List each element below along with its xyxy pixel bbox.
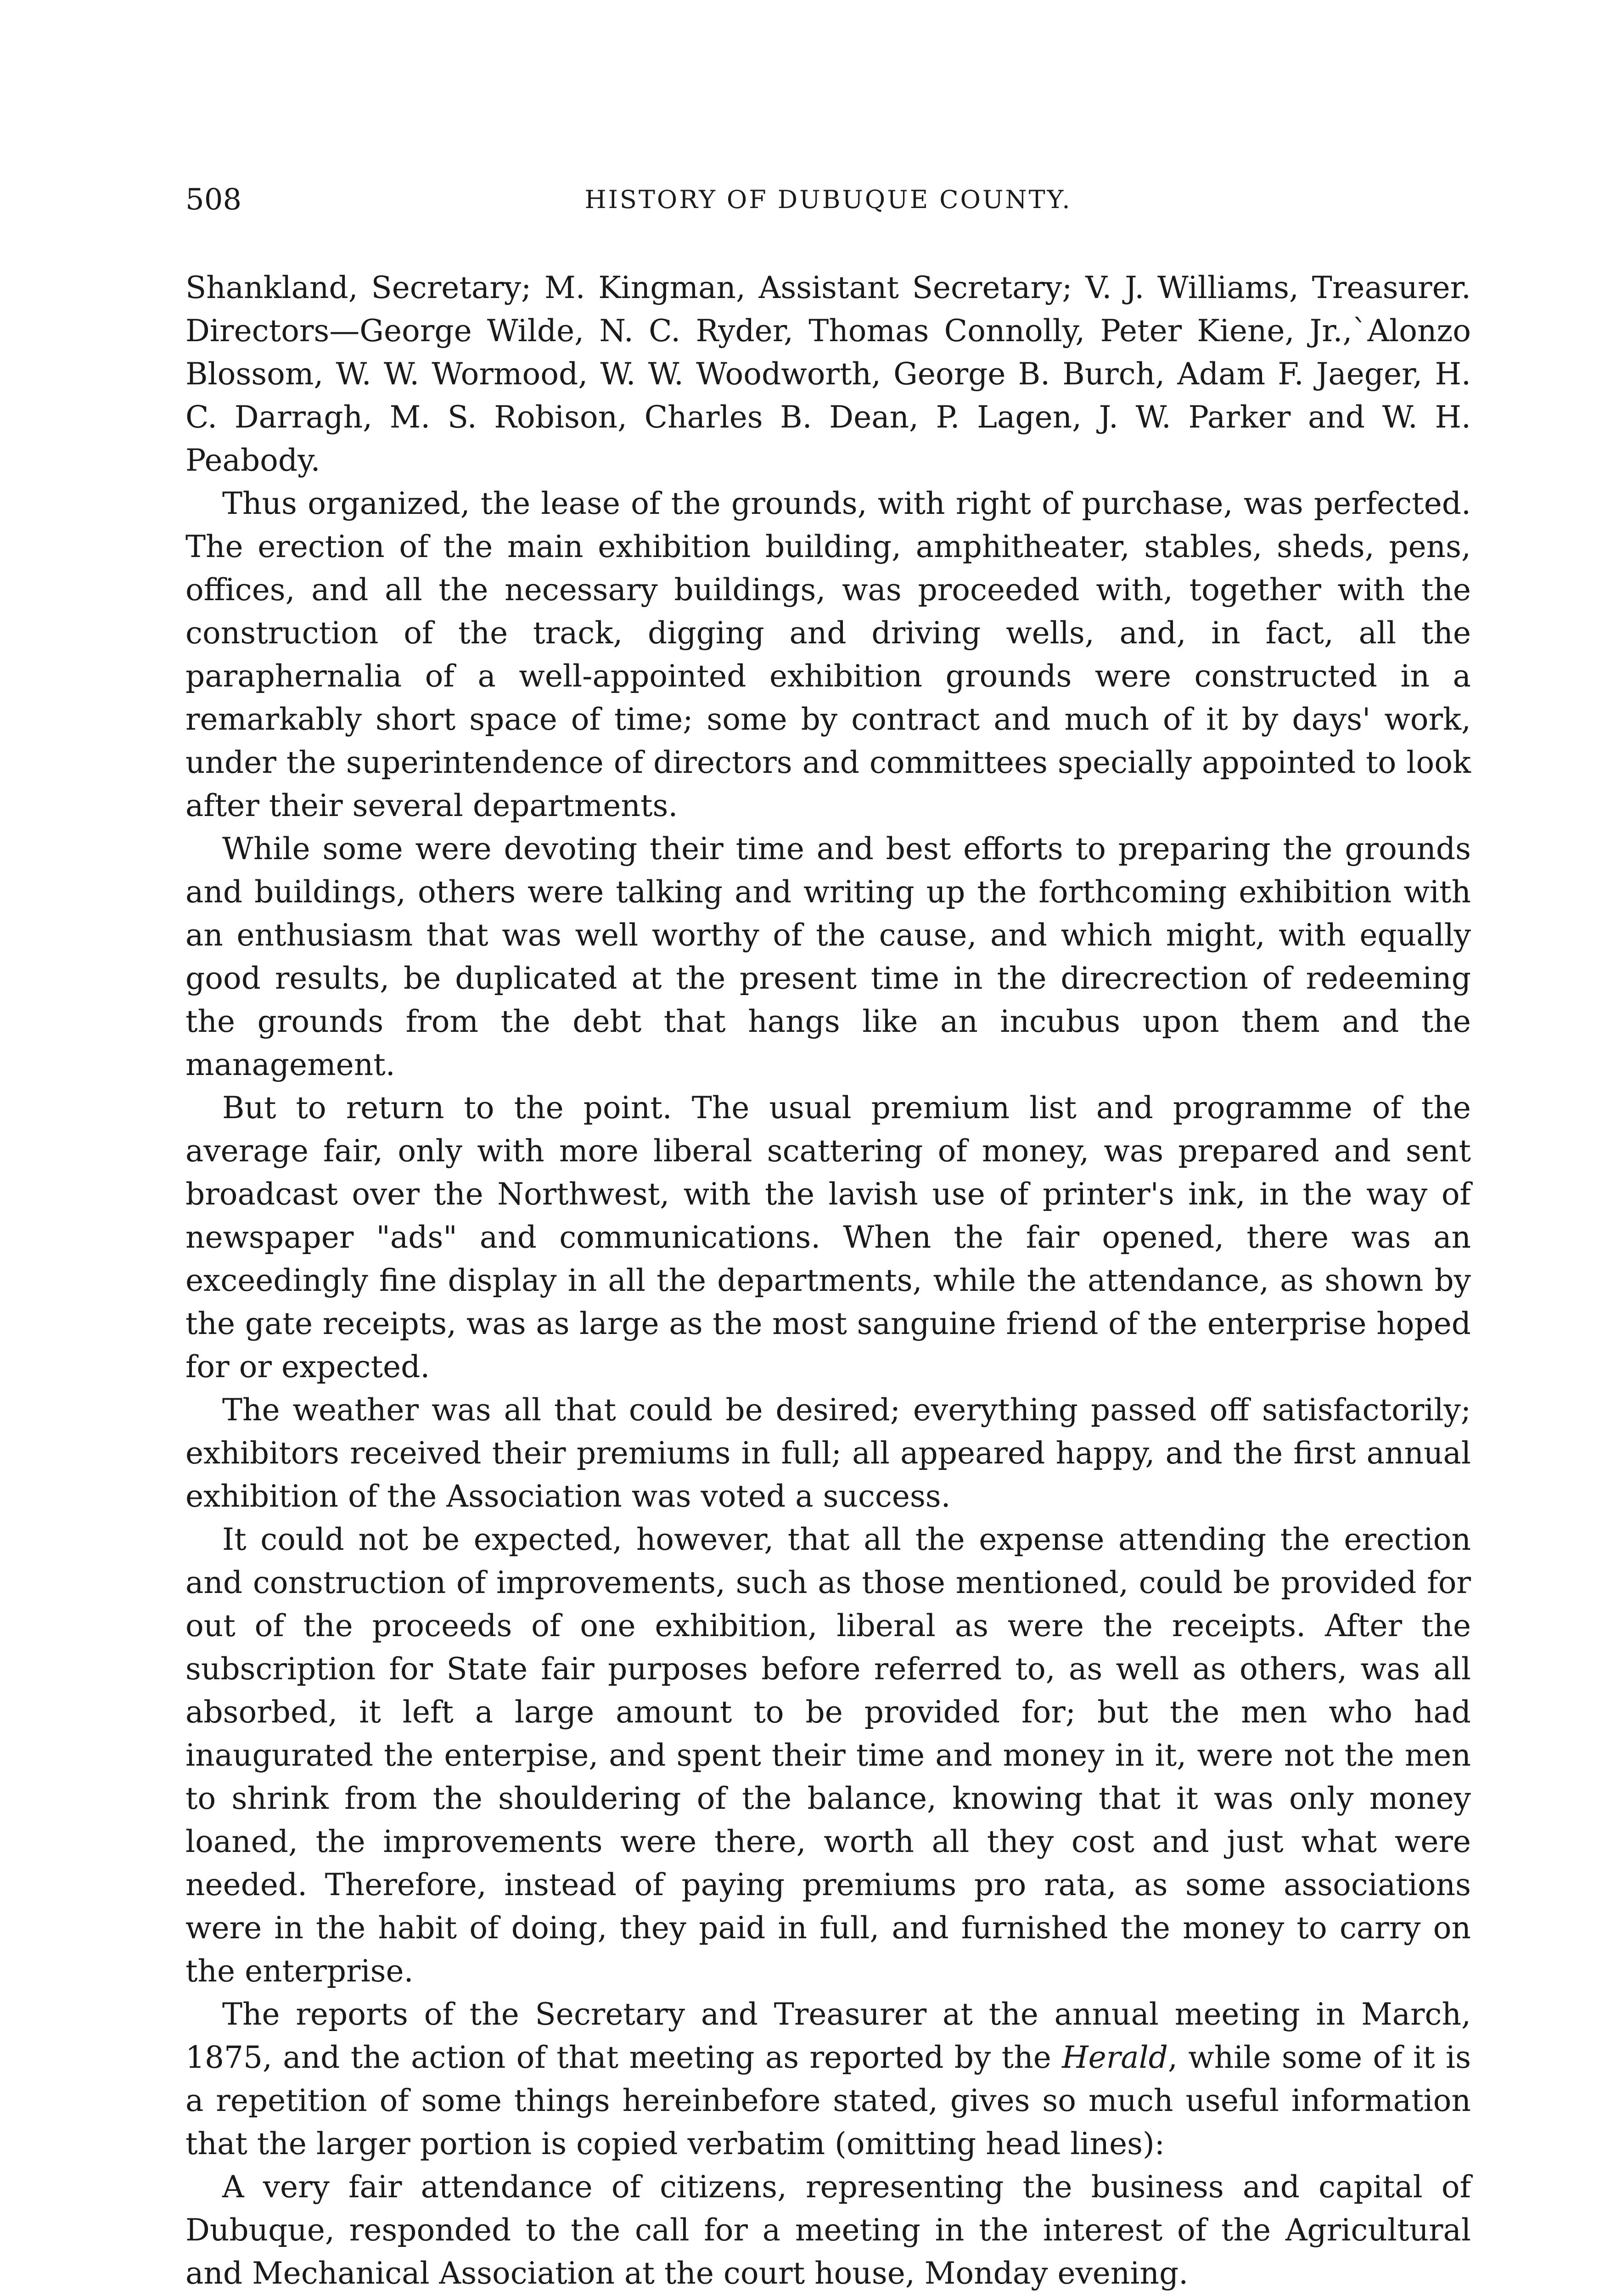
paragraph-preparations: While some were devoting their time and best efforts to preparing the grounds and buildings, others were talking and writing up the forthcoming exhibition with an enthusiasm that was well worthy of the cause, and which might, with equally good results, be duplicated at the present time in the direcrection of redeeming the grounds from the debt that hangs like an incubus upon them and the management. (185, 831, 1471, 1082)
paragraph-directors-list: Shankland, Secretary; M. Kingman, Assistant Secretary; V. J. Williams, Treasurer. Directors—George Wilde, N. C. Ryder, Thomas Connolly, Peter Kiene, Jr.,`Alonzo Blossom, W. W. Wormood, W. W. Woodworth, George B. Burch, Adam F. Jaeger, H. C. Darragh, M. S. Robison, Charles B. Dean, P. Lagen, J. W. Parker and W. H. Peabody. (185, 270, 1471, 478)
paragraph-expenses: It could not be expected, however, that all the expense attending the erection and construction of improvements, such as those mentioned, could be provided for out of the proceeds of one exhibition, liberal as were the receipts. After the subscription for State fair purposes before referred to, as well as others, was all absorbed, it left a large amount to be provided for; but the men who had inaugurated the enterpise, and spent their time and money in it, were not the men to shrink from the shouldering of the balance, knowing that it was only money loaned, the improvements were there, worth all they cost and just what were needed. Therefore, instead of paying premiums pro rata, as some associations were in the habit of doing, they paid in full, and furnished the money to carry on the enterprise. (185, 1522, 1471, 1989)
book-page (185, 174, 1471, 2296)
paragraph-attendance: A very fair attendance of citizens, representing the business and capital of Dubuque, responded to the call for a meeting in the interest of the Agricultural and Mechanical Association at the court house, Monday evening. (185, 2169, 1471, 2291)
running-head (185, 174, 1471, 225)
paragraph-reports (185, 1993, 1471, 2166)
reports-text-before: The reports of the Secretary and Treasurer at the annual meeting in March, 1875, and the action of that meeting as reported by the (185, 1997, 1471, 2075)
running-head-title: HISTORY OF DUBUQUE COUNTY. (584, 185, 1072, 214)
reports-text-after: , while some of it is a repetition of some things hereinbefore stated, gives so much useful information that the larger portion is copied verbatim (omitting head lines): (185, 2040, 1471, 2161)
paragraph-weather: The weather was all that could be desired; everything passed off satisfactorily; exhibitors received their premiums in full; all appeared happy, and the first annual exhibition of the Association was voted a success. (185, 1392, 1471, 1514)
paragraph-premium-list: But to return to the point. The usual premium list and programme of the average fair, only with more liberal scattering of money, was prepared and sent broadcast over the Northwest, with the lavish use of printer's ink, in the way of newspaper "ads" and communications. When the fair opened, there was an exceedingly fine display in all the departments, while the attendance, as shown by the gate receipts, was as large as the most sanguine friend of the enterprise hoped for or expected. (185, 1090, 1471, 1384)
herald-title: Herald (1062, 2040, 1168, 2075)
paragraph-organization: Thus organized, the lease of the grounds, with right of purchase, was perfected. The erection of the main exhibition building, amphitheater, stables, sheds, pens, offices, and all the necessary buildings, was proceeded with, together with the construction of the track, digging and driving wells, and, in fact, all the paraphernalia of a well-appointed exhibition grounds were constructed in a remarkably short space of time; some by contract and much of it by days' work, under the superintendence of directors and committees specially appointed to look after their several departments. (185, 486, 1471, 823)
page-number: 508 (185, 183, 242, 217)
body-text (185, 266, 1471, 2296)
